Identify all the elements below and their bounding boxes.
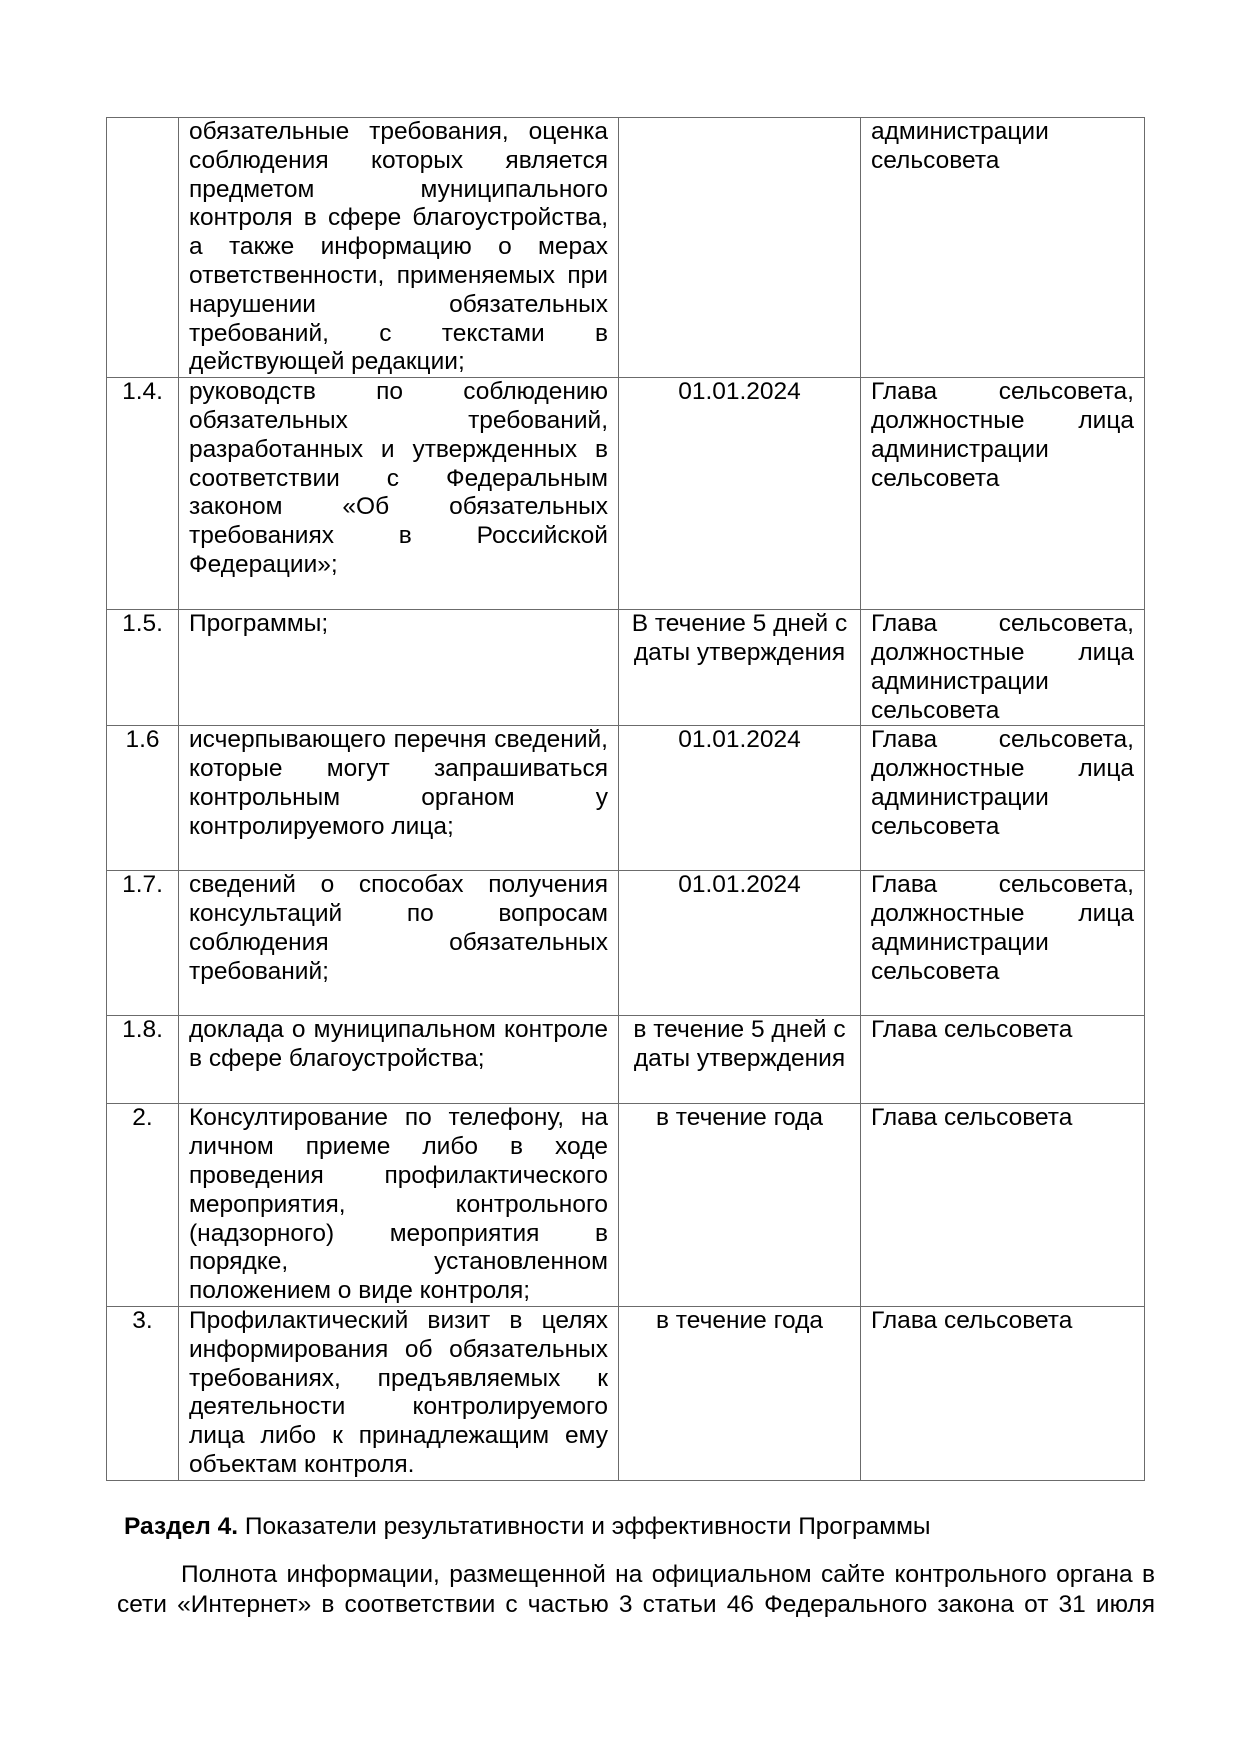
row-deadline: В течение 5 дней с даты утверждения bbox=[619, 610, 861, 726]
row-deadline: 01.01.2024 bbox=[619, 378, 861, 610]
row-number: 1.7. bbox=[107, 871, 179, 1016]
row-number: 1.8. bbox=[107, 1016, 179, 1104]
row-description: Профилактический визит в целях информирования об обязательных требованиях, предъявляемых к деятельности контролируемого лица либо к принадлежащим ему объектам контроля. bbox=[179, 1306, 619, 1480]
row-responsible: Глава сельсовета, должностные лица администрации сельсовета bbox=[861, 378, 1145, 610]
body-paragraph bbox=[117, 1560, 1155, 1620]
row-number: 1.4. bbox=[107, 378, 179, 610]
row-description: Программы; bbox=[179, 610, 619, 726]
section-label: Раздел 4. bbox=[124, 1513, 239, 1540]
row-responsible: администрации сельсовета bbox=[861, 118, 1145, 378]
table-row bbox=[107, 378, 1145, 610]
row-description: обязательные требования, оценка соблюдения которых является предметом муниципального контроля в сфере благоустройства, а также информацию о мерах ответственности, применяемых при нарушении обязательных требований, с текстами в действующей редакции; bbox=[179, 118, 619, 378]
row-responsible: Глава сельсовета, должностные лица администрации сельсовета bbox=[861, 871, 1145, 1016]
table-row bbox=[107, 726, 1145, 871]
row-number: 2. bbox=[107, 1104, 179, 1307]
row-number: 1.6 bbox=[107, 726, 179, 871]
section-heading bbox=[124, 1512, 931, 1542]
row-number bbox=[107, 118, 179, 378]
row-description: Консултирование по телефону, на личном приеме либо в ходе проведения профилактического мероприятия, контрольного (надзорного) мероприятия в порядке, установленном положением о виде контроля; bbox=[179, 1104, 619, 1307]
row-deadline: 01.01.2024 bbox=[619, 871, 861, 1016]
table-row bbox=[107, 118, 1145, 378]
paragraph-line: Полнота информации, размещенной на официальном сайте контрольного органа в bbox=[181, 1561, 1155, 1588]
table-row bbox=[107, 1104, 1145, 1307]
row-responsible: Глава сельсовета bbox=[861, 1104, 1145, 1307]
row-deadline bbox=[619, 118, 861, 378]
table-row bbox=[107, 1016, 1145, 1104]
row-description: руководств по соблюдению обязательных требований, разработанных и утвержденных в соответствии с Федеральным законом «Об обязательных требованиях в Российской Федерации»; bbox=[179, 378, 619, 610]
table-row bbox=[107, 871, 1145, 1016]
row-responsible: Глава сельсовета bbox=[861, 1016, 1145, 1104]
row-responsible: Глава сельсовета bbox=[861, 1306, 1145, 1480]
row-responsible: Глава сельсовета, должностные лица администрации сельсовета bbox=[861, 610, 1145, 726]
paragraph-line: сети «Интернет» в соответствии с частью 3 статьи 46 Федерального закона от 31 июля bbox=[117, 1591, 1155, 1618]
table-row bbox=[107, 1306, 1145, 1480]
activities-table bbox=[106, 117, 1145, 1481]
section-title-text: Показатели результативности и эффективности Программы bbox=[238, 1513, 931, 1540]
table-row bbox=[107, 610, 1145, 726]
row-deadline: 01.01.2024 bbox=[619, 726, 861, 871]
row-number: 1.5. bbox=[107, 610, 179, 726]
row-deadline: в течение 5 дней с даты утверждения bbox=[619, 1016, 861, 1104]
row-deadline: в течение года bbox=[619, 1306, 861, 1480]
row-deadline: в течение года bbox=[619, 1104, 861, 1307]
row-description: исчерпывающего перечня сведений, которые могут запрашиваться контрольным органом у контролируемого лица; bbox=[179, 726, 619, 871]
row-number: 3. bbox=[107, 1306, 179, 1480]
row-responsible: Глава сельсовета, должностные лица администрации сельсовета bbox=[861, 726, 1145, 871]
row-description: доклада о муниципальном контроле в сфере благоустройства; bbox=[179, 1016, 619, 1104]
row-description: сведений о способах получения консультаций по вопросам соблюдения обязательных требований; bbox=[179, 871, 619, 1016]
